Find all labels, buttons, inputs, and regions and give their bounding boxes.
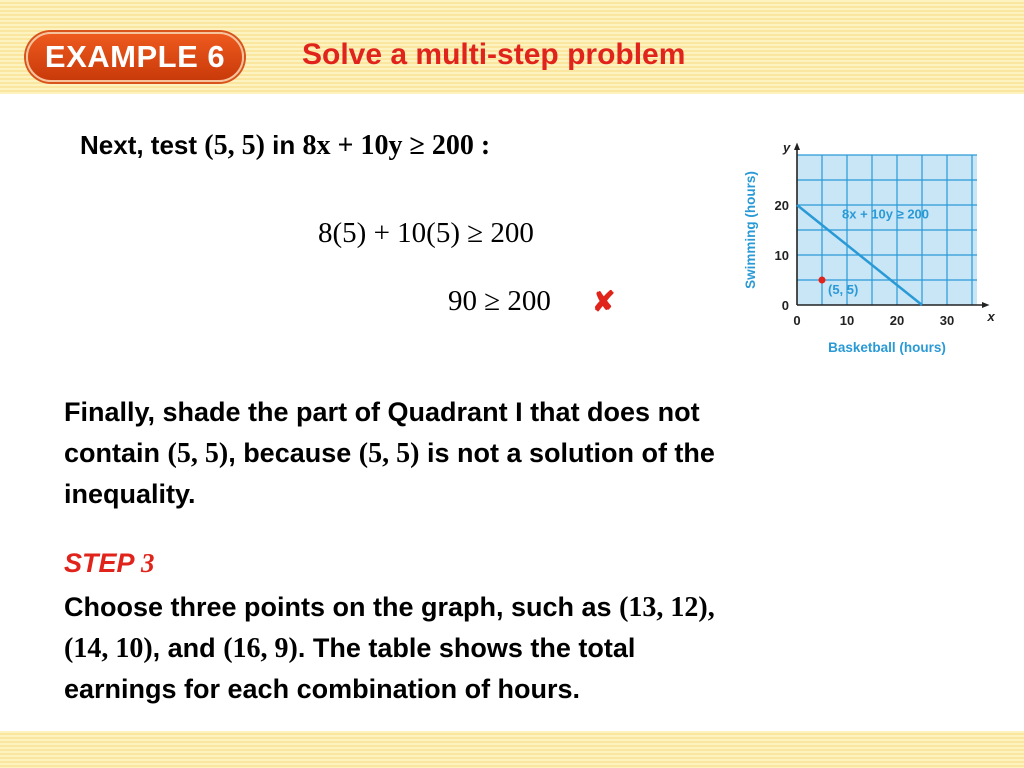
test-prefix: Next, test [80,130,198,160]
shade-line-2-b: , because [228,438,352,468]
y-tick-label: 20 [774,198,789,213]
x-tick-label: 30 [939,313,955,328]
point-label: (5, 5) [828,282,859,297]
inequality-label: 8x + 10y ≥ 200 [842,206,930,222]
false-x-icon: ✘ [592,286,616,317]
step3-line-2 [64,628,964,669]
y-axis-title: Swimming (hours) [743,171,758,289]
shade-line-3: inequality. [64,479,196,509]
y-tick-label: 10 [774,248,789,263]
x-variable-label: x [987,309,995,324]
substitution-equation: 8(5) + 10(5) ≥ 200 [318,217,534,249]
step3-point-3: (16, 9) [223,633,298,664]
y-axis-arrow [794,143,800,151]
x-tick-label: 20 [889,313,905,328]
test-point: (5, 5) [204,130,265,161]
shade-line-2 [64,433,964,474]
step3-line-3: earnings for each combination of hours. [64,674,581,704]
result-equation: 90 ≥ 200 [448,285,551,317]
x-axis-arrow [982,302,990,308]
y-tick-label: 0 [781,298,789,313]
y-variable-label: y [783,140,791,155]
x-axis-title: Basketball (hours) [828,340,946,355]
step-label: STEP [64,548,134,578]
shade-line-1: Finally, shade the part of Quadrant I that does not [64,397,700,427]
shade-paragraph [64,392,964,515]
example-badge: EXAMPLE 6 [26,32,244,82]
shade-point-2: (5, 5) [358,438,420,469]
step3-point-2: (14, 10) [64,633,153,664]
x-tick-label: 0 [793,313,801,328]
shade-point-1: (5, 5) [167,438,229,469]
step3-line-1 [64,587,964,628]
test-inequality: 8x + 10y ≥ 200 : [302,130,491,161]
step3-line-2-a: , and [152,633,216,663]
shade-line-2-a: contain [64,438,161,468]
test-line [80,130,490,162]
step-heading [64,548,155,579]
test-point [819,277,826,284]
example-title: Solve a multi-step problem [302,38,686,71]
step3-line-2-b: . The table shows the total [297,633,636,663]
footer-band [0,731,1024,768]
inequality-graph [735,140,995,370]
test-in-word: in [272,130,296,160]
step3-paragraph [64,587,964,710]
step3-point-1: (13, 12), [619,592,715,623]
shade-line-2-c: is not a solution of the [426,438,715,468]
step-number: 3 [141,548,155,578]
x-tick-label: 10 [839,313,855,328]
step3-line-1-a: Choose three points on the graph, such as [64,592,612,622]
